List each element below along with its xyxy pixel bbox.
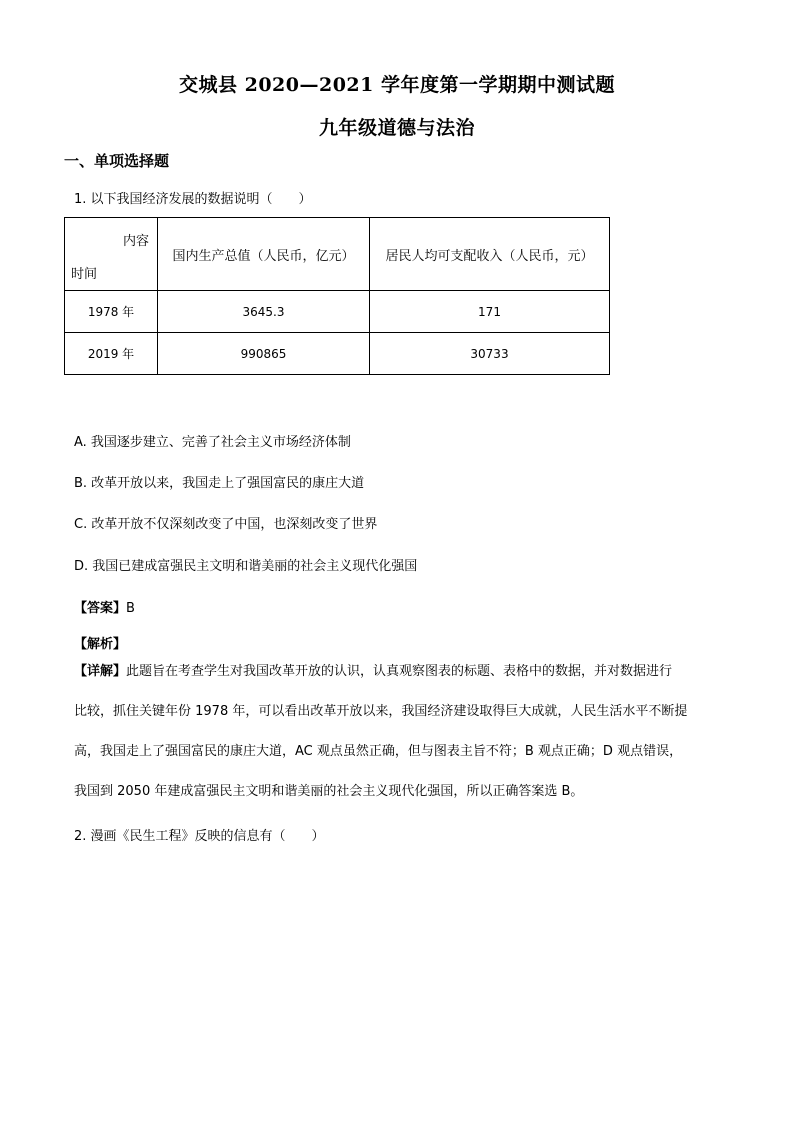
question-1-stem: 1. 以下我国经济发展的数据说明（ ） xyxy=(74,192,312,207)
question-2-stem: 2. 漫画《民生工程》反映的信息有（ ） xyxy=(74,829,325,844)
detail-line: 我国到 2050 年建成富强民主文明和谐美丽的社会主义现代化强国，所以正确答案选 B。 xyxy=(74,784,584,799)
corner-top-label: 内容 xyxy=(122,234,149,249)
year-cell: 1978 年 xyxy=(65,291,158,333)
option-c: C. 改革开放不仅深刻改变了中国，也深刻改变了世界 xyxy=(74,517,378,532)
table-row xyxy=(65,291,610,333)
answer-line xyxy=(74,597,135,616)
detail-paragraph xyxy=(74,652,724,812)
analysis-label: 【解析】 xyxy=(74,637,127,652)
answer-label: 【答案】 xyxy=(74,601,127,616)
gdp-cell: 3645.3 xyxy=(158,291,370,333)
option-b: B. 改革开放以来，我国走上了强国富民的康庄大道 xyxy=(74,476,365,491)
income-header: 居民人均可支配收入（人民币，元） xyxy=(370,218,610,291)
exam-title: 交城县 2020—2021 学年度第一学期期中测试题 xyxy=(179,74,615,96)
option-d: D. 我国已建成富强民主文明和谐美丽的社会主义现代化强国 xyxy=(74,559,418,574)
option-a: A. 我国逐步建立、完善了社会主义市场经济体制 xyxy=(74,435,351,450)
section-heading: 一、单项选择题 xyxy=(64,152,170,170)
gdp-header: 国内生产总值（人民币，亿元） xyxy=(158,218,370,291)
detail-line: 高，我国走上了强国富民的康庄大道，AC 观点虽然正确，但与图表主旨不符；B 观点正确；D 观点错误， xyxy=(74,744,683,759)
income-cell: 171 xyxy=(370,291,610,333)
detail-line: 比较，抓住关键年份 1978 年，可以看出改革开放以来，我国经济建设取得巨大成就，人民生活水平不断提 xyxy=(74,704,688,719)
year-cell: 2019 年 xyxy=(65,333,158,375)
answer-value: B xyxy=(126,601,135,616)
table-header-row xyxy=(65,218,610,291)
detail-label: 【详解】 xyxy=(74,664,127,679)
detail-line: 【详解】此题旨在考查学生对我国改革开放的认识，认真观察图表的标题、表格中的数据，并对数据进行 xyxy=(74,664,673,679)
table-corner-cell xyxy=(65,218,158,291)
income-cell: 30733 xyxy=(370,333,610,375)
corner-bottom-label: 时间 xyxy=(71,267,98,282)
gdp-cell: 990865 xyxy=(158,333,370,375)
data-table xyxy=(64,217,610,375)
table-row xyxy=(65,333,610,375)
exam-subtitle: 九年级道德与法治 xyxy=(318,117,475,139)
